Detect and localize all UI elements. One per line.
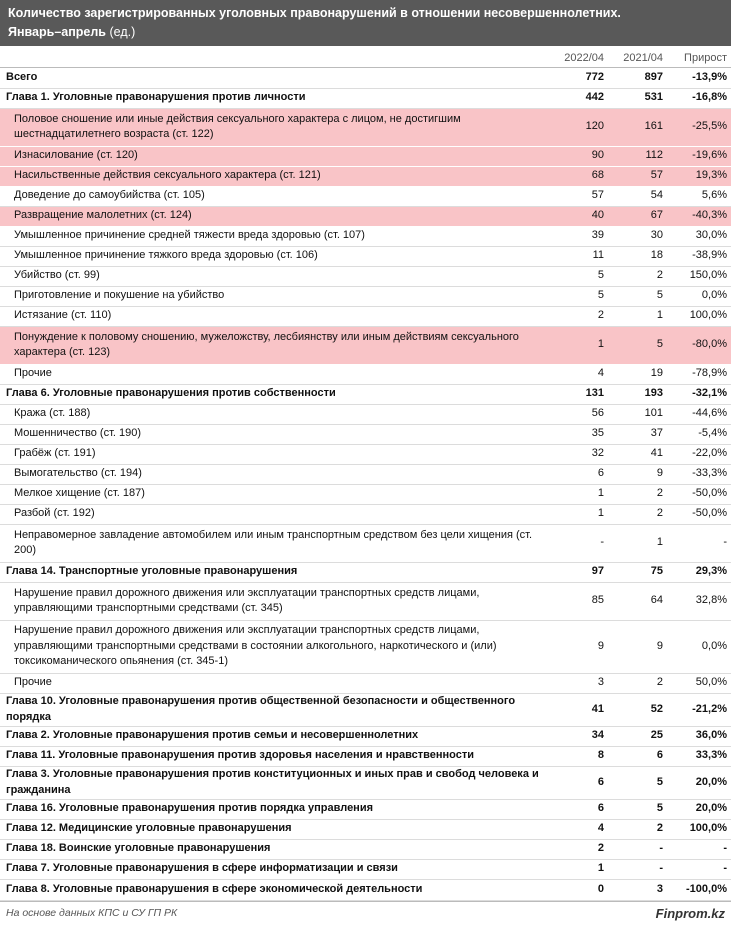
row-label: Изнасилование (ст. 120) [0, 146, 545, 166]
value-2021: 112 [604, 146, 663, 166]
value-2021: 2 [604, 673, 663, 693]
row-label: Глава 6. Уголовные правонарушения против собственности [0, 384, 545, 404]
table-row [0, 799, 731, 819]
table-row [0, 286, 731, 306]
growth-value: -5,4% [663, 424, 731, 444]
value-2021: 1 [604, 306, 663, 326]
value-2021: 30 [604, 226, 663, 246]
table-row [0, 186, 731, 206]
row-label: Мошенничество (ст. 190) [0, 424, 545, 444]
growth-value: -25,5% [663, 108, 731, 146]
table-period: Январь–апрель [8, 25, 106, 39]
row-label: Разбой (ст. 192) [0, 504, 545, 524]
row-label: Убийство (ст. 99) [0, 266, 545, 286]
value-2021: 101 [604, 404, 663, 424]
growth-value: 100,0% [663, 306, 731, 326]
value-2021: 161 [604, 108, 663, 146]
table-row [0, 146, 731, 166]
value-2022: 5 [545, 266, 604, 286]
table-row [0, 384, 731, 404]
col-growth: Прирост [684, 52, 727, 64]
table-unit: (ед.) [106, 25, 136, 39]
growth-value: -100,0% [663, 879, 731, 900]
value-2022: 772 [545, 68, 604, 88]
table-row [0, 693, 731, 726]
growth-value: 0,0% [663, 620, 731, 673]
growth-value: -50,0% [663, 484, 731, 504]
value-2022: 90 [545, 146, 604, 166]
growth-value: 150,0% [663, 266, 731, 286]
value-2021: 52 [604, 693, 663, 726]
table-row [0, 819, 731, 839]
row-label: Умышленное причинение тяжкого вреда здоровью (ст. 106) [0, 246, 545, 266]
value-2022: 35 [545, 424, 604, 444]
value-2022: 2 [545, 306, 604, 326]
value-2021: 9 [604, 464, 663, 484]
source-note: На основе данных КПС и СУ ГП РК [6, 907, 178, 919]
footer [0, 901, 731, 925]
value-2022: 97 [545, 562, 604, 582]
value-2021: 193 [604, 384, 663, 404]
row-label: Глава 12. Медицинские уголовные правонарушения [0, 819, 545, 839]
table-row [0, 226, 731, 246]
row-label: Глава 3. Уголовные правонарушения против конституционных и иных прав и свобод человека и гражданина [0, 766, 545, 799]
table-header [0, 0, 731, 46]
value-2022: 131 [545, 384, 604, 404]
value-2021: 3 [604, 879, 663, 900]
growth-value: -32,1% [663, 384, 731, 404]
growth-value: 36,0% [663, 726, 731, 746]
value-2022: 120 [545, 108, 604, 146]
value-2021: 67 [604, 206, 663, 226]
value-2021: 9 [604, 620, 663, 673]
row-label: Вымогательство (ст. 194) [0, 464, 545, 484]
value-2021: 37 [604, 424, 663, 444]
data-table [0, 68, 731, 901]
row-label: Кража (ст. 188) [0, 404, 545, 424]
growth-value: -22,0% [663, 444, 731, 464]
row-label: Глава 7. Уголовные правонарушения в сфере информатизации и связи [0, 859, 545, 879]
column-headers [0, 46, 731, 68]
growth-value: 19,3% [663, 166, 731, 186]
table-row [0, 246, 731, 266]
row-label: Понуждение к половому сношению, мужеложству, лесбиянству или иным действиям сексуального характера (ст. 123) [0, 326, 545, 364]
value-2021: 19 [604, 364, 663, 384]
row-label: Глава 11. Уголовные правонарушения против здоровья населения и нравственности [0, 746, 545, 766]
value-2022: 1 [545, 326, 604, 364]
table-row [0, 424, 731, 444]
value-2022: 6 [545, 464, 604, 484]
table-row [0, 68, 731, 88]
table-row [0, 306, 731, 326]
growth-value: 20,0% [663, 766, 731, 799]
value-2021: 2 [604, 266, 663, 286]
table-row [0, 404, 731, 424]
growth-value: -19,6% [663, 146, 731, 166]
value-2022: 68 [545, 166, 604, 186]
row-label: Насильственные действия сексуального характера (ст. 121) [0, 166, 545, 186]
growth-value: -44,6% [663, 404, 731, 424]
row-label: Глава 14. Транспортные уголовные правонарушения [0, 562, 545, 582]
growth-value: 32,8% [663, 582, 731, 620]
value-2021: 57 [604, 166, 663, 186]
value-2022: 1 [545, 859, 604, 879]
growth-value: - [663, 859, 731, 879]
value-2022: 40 [545, 206, 604, 226]
table-row [0, 444, 731, 464]
value-2022: 56 [545, 404, 604, 424]
row-label: Глава 8. Уголовные правонарушения в сфере экономической деятельности [0, 879, 545, 900]
row-label: Приготовление и покушение на убийство [0, 286, 545, 306]
growth-value: -38,9% [663, 246, 731, 266]
value-2021: - [604, 859, 663, 879]
growth-value: 33,3% [663, 746, 731, 766]
value-2022: 11 [545, 246, 604, 266]
growth-value: 5,6% [663, 186, 731, 206]
table-row [0, 88, 731, 108]
growth-value: -13,9% [663, 68, 731, 88]
table-row [0, 464, 731, 484]
row-label: Всего [0, 68, 545, 88]
row-label: Половое сношение или иные действия сексуального характера с лицом, не достигшим шестнадцатилетнего возраста (ст. 122) [0, 108, 545, 146]
growth-value: -16,8% [663, 88, 731, 108]
value-2021: - [604, 839, 663, 859]
table-row [0, 839, 731, 859]
value-2022: 1 [545, 504, 604, 524]
col-2022: 2022/04 [564, 52, 604, 64]
row-label: Глава 16. Уголовные правонарушения против порядка управления [0, 799, 545, 819]
row-label: Нарушение правил дорожного движения или эксплуатации транспортных средств лицами, управляющими транспортными средствами в состоянии алкогольного, наркотического и (или) токсикоманического опьянения (ст. 345-1) [0, 620, 545, 673]
row-label: Мелкое хищение (ст. 187) [0, 484, 545, 504]
brand-logo: Finprom.kz [655, 905, 725, 921]
value-2022: 57 [545, 186, 604, 206]
value-2021: 5 [604, 286, 663, 306]
table-row [0, 766, 731, 799]
value-2022: 85 [545, 582, 604, 620]
table-row [0, 673, 731, 693]
growth-value: -33,3% [663, 464, 731, 484]
value-2021: 54 [604, 186, 663, 206]
growth-value: 0,0% [663, 286, 731, 306]
value-2022: 4 [545, 819, 604, 839]
growth-value: -80,0% [663, 326, 731, 364]
table-row [0, 166, 731, 186]
table-row [0, 364, 731, 384]
value-2022: 4 [545, 364, 604, 384]
row-label: Развращение малолетних (ст. 124) [0, 206, 545, 226]
table-row [0, 326, 731, 364]
value-2022: 34 [545, 726, 604, 746]
value-2021: 5 [604, 326, 663, 364]
value-2021: 75 [604, 562, 663, 582]
row-label: Умышленное причинение средней тяжести вреда здоровью (ст. 107) [0, 226, 545, 246]
value-2021: 5 [604, 766, 663, 799]
table-row [0, 504, 731, 524]
row-label: Глава 18. Воинские уголовные правонарушения [0, 839, 545, 859]
table-row [0, 746, 731, 766]
table-row [0, 484, 731, 504]
table-row [0, 620, 731, 673]
value-2021: 1 [604, 524, 663, 562]
growth-value: 30,0% [663, 226, 731, 246]
value-2021: 18 [604, 246, 663, 266]
value-2022: 8 [545, 746, 604, 766]
value-2022: 9 [545, 620, 604, 673]
table-row [0, 524, 731, 562]
value-2021: 25 [604, 726, 663, 746]
value-2022: 39 [545, 226, 604, 246]
table-row [0, 859, 731, 879]
value-2021: 531 [604, 88, 663, 108]
row-label: Глава 2. Уголовные правонарушения против семьи и несовершеннолетних [0, 726, 545, 746]
row-label: Неправомерное завладение автомобилем или иным транспортным средством без цели хищения (ст. 200) [0, 524, 545, 562]
row-label: Доведение до самоубийства (ст. 105) [0, 186, 545, 206]
row-label: Нарушение правил дорожного движения или эксплуатации транспортных средств лицами, управляющими транспортными средствами (ст. 345) [0, 582, 545, 620]
value-2022: 442 [545, 88, 604, 108]
table-title: Количество зарегистрированных уголовных правонарушений в отношении несовершеннолетних. [8, 6, 621, 20]
growth-value: 100,0% [663, 819, 731, 839]
growth-value: 20,0% [663, 799, 731, 819]
row-label: Глава 10. Уголовные правонарушения против общественной безопасности и общественного порядка [0, 693, 545, 726]
value-2022: 6 [545, 799, 604, 819]
table-row [0, 266, 731, 286]
table-row [0, 562, 731, 582]
table-row [0, 206, 731, 226]
value-2022: 0 [545, 879, 604, 900]
growth-value: -50,0% [663, 504, 731, 524]
value-2021: 897 [604, 68, 663, 88]
row-label: Прочие [0, 364, 545, 384]
row-label: Глава 1. Уголовные правонарушения против личности [0, 88, 545, 108]
value-2022: 32 [545, 444, 604, 464]
value-2022: 1 [545, 484, 604, 504]
table-row [0, 879, 731, 900]
row-label: Грабёж (ст. 191) [0, 444, 545, 464]
row-label: Прочие [0, 673, 545, 693]
value-2021: 41 [604, 444, 663, 464]
value-2022: 5 [545, 286, 604, 306]
value-2022: - [545, 524, 604, 562]
table-row [0, 582, 731, 620]
growth-value: - [663, 839, 731, 859]
row-label: Истязание (ст. 110) [0, 306, 545, 326]
growth-value: 50,0% [663, 673, 731, 693]
growth-value: -40,3% [663, 206, 731, 226]
value-2021: 2 [604, 484, 663, 504]
growth-value: - [663, 524, 731, 562]
value-2022: 41 [545, 693, 604, 726]
value-2021: 6 [604, 746, 663, 766]
col-2021: 2021/04 [623, 52, 663, 64]
value-2022: 2 [545, 839, 604, 859]
growth-value: -21,2% [663, 693, 731, 726]
growth-value: 29,3% [663, 562, 731, 582]
value-2022: 6 [545, 766, 604, 799]
value-2021: 2 [604, 504, 663, 524]
value-2022: 3 [545, 673, 604, 693]
value-2021: 2 [604, 819, 663, 839]
value-2021: 5 [604, 799, 663, 819]
growth-value: -78,9% [663, 364, 731, 384]
table-row [0, 726, 731, 746]
table-row [0, 108, 731, 146]
value-2021: 64 [604, 582, 663, 620]
